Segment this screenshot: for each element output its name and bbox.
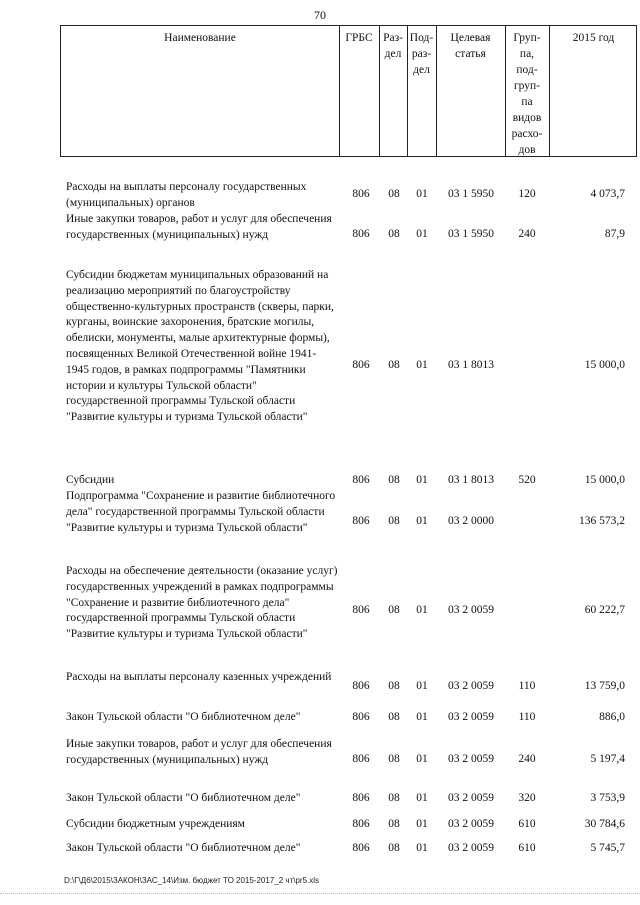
row-target-article: 03 1 5950 <box>448 188 494 200</box>
row-razdel: 08 <box>388 711 400 723</box>
row-podrazdel: 01 <box>416 228 428 240</box>
row-name: Подпрограмма "Сохранение и развитие библиотечного дела" государственной программы Тульской области "Развитие культуры и туризма Тульской области" <box>66 490 336 534</box>
row-sum: 5 745,7 <box>590 842 625 854</box>
row-name: Закон Тульской области "О библиотечном деле" <box>66 842 301 854</box>
row-name: Субсидии бюджетным учреждениям <box>66 818 245 830</box>
row-sum: 15 000,0 <box>584 359 625 371</box>
row-sum: 13 759,0 <box>584 680 625 692</box>
row-target-article: 03 1 5950 <box>448 228 494 240</box>
row-podrazdel: 01 <box>416 359 428 371</box>
row-razdel: 08 <box>388 515 400 527</box>
row-sum: 30 784,6 <box>584 818 625 830</box>
row-grbs: 806 <box>352 474 370 486</box>
page-number: 70 <box>314 8 326 22</box>
row-expense-type: 520 <box>518 474 536 486</box>
row-grbs: 806 <box>352 753 370 765</box>
row-sum: 886,0 <box>599 711 625 723</box>
row-podrazdel: 01 <box>416 188 428 200</box>
row-podrazdel: 01 <box>416 474 428 486</box>
row-target-article: 03 1 8013 <box>448 474 494 486</box>
row-grbs: 806 <box>352 842 370 854</box>
row-sum: 60 222,7 <box>584 604 625 616</box>
row-name: Субсидии <box>66 474 115 486</box>
row-sum: 5 197,4 <box>590 753 625 765</box>
row-target-article: 03 2 0059 <box>448 711 494 723</box>
row-expense-type: 320 <box>518 792 536 804</box>
row-target-article: 03 2 0059 <box>448 680 494 692</box>
row-grbs: 806 <box>352 818 370 830</box>
header-grbs: ГРБС <box>345 32 373 44</box>
row-razdel: 08 <box>388 818 400 830</box>
row-name: Иные закупки товаров, работ и услуг для обеспечения государственных (муниципальных) нужд <box>66 213 332 241</box>
row-podrazdel: 01 <box>416 842 428 854</box>
row-sum: 15 000,0 <box>584 474 625 486</box>
row-name: Закон Тульской области "О библиотечном деле" <box>66 711 301 723</box>
row-grbs: 806 <box>352 680 370 692</box>
header-target-article: Целевая статья <box>450 32 491 60</box>
row-grbs: 806 <box>352 188 370 200</box>
row-razdel: 08 <box>388 753 400 765</box>
row-sum: 3 753,9 <box>590 792 625 804</box>
row-name: Закон Тульской области "О библиотечном деле" <box>66 792 301 804</box>
row-expense-type: 610 <box>518 842 536 854</box>
file-path-footer: D:\Г\Д6\2015\ЗАКОН\ЗАС_14\Изм. бюджет ТО 2015-2017_2 чт\pr5.xls <box>64 876 320 885</box>
row-target-article: 03 2 0059 <box>448 792 494 804</box>
row-podrazdel: 01 <box>416 792 428 804</box>
row-razdel: 08 <box>388 228 400 240</box>
row-expense-type: 120 <box>518 188 536 200</box>
row-target-article: 03 2 0059 <box>448 842 494 854</box>
row-podrazdel: 01 <box>416 515 428 527</box>
row-grbs: 806 <box>352 228 370 240</box>
header-expense-type: Груп- па, под- груп- па видов расхо- дов <box>511 32 543 156</box>
scan-artifact-line <box>0 893 640 895</box>
row-expense-type: 110 <box>518 680 536 692</box>
row-razdel: 08 <box>388 604 400 616</box>
row-razdel: 08 <box>388 474 400 486</box>
row-razdel: 08 <box>388 842 400 854</box>
row-podrazdel: 01 <box>416 604 428 616</box>
row-razdel: 08 <box>388 359 400 371</box>
row-razdel: 08 <box>388 792 400 804</box>
row-name: Расходы на выплаты персоналу государственных (муниципальных) органов <box>66 181 307 209</box>
header-podrazdel: Под- раз- дел <box>409 32 434 76</box>
row-grbs: 806 <box>352 792 370 804</box>
header-razdel: Раз- дел <box>383 32 403 60</box>
row-sum: 87,9 <box>604 228 625 240</box>
row-expense-type: 110 <box>518 711 536 723</box>
row-sum: 4 073,7 <box>590 188 625 200</box>
row-target-article: 03 2 0059 <box>448 604 494 616</box>
row-name: Субсидии бюджетам муниципальных образований на реализацию мероприятий по благоустройству общественно-культурных пространств (скверы, парки, курганы, воинские захоронения, братские могилы, обелиски, монументы, малые архитектурные формы), посвященных Великой Отечественной войне 1941-1945 годов, в рамках подпрограммы "Памятники истории и культуры Тульской области" государственной программы Тульской области "Развитие культуры и туризма Тульской области" <box>66 269 334 424</box>
row-podrazdel: 01 <box>416 818 428 830</box>
row-razdel: 08 <box>388 680 400 692</box>
header-name: Наименование <box>164 32 236 44</box>
row-target-article: 03 1 8013 <box>448 359 494 371</box>
row-podrazdel: 01 <box>416 680 428 692</box>
header-year-2015: 2015 год <box>572 32 615 44</box>
row-target-article: 03 2 0059 <box>448 818 494 830</box>
row-podrazdel: 01 <box>416 711 428 723</box>
row-grbs: 806 <box>352 359 370 371</box>
table-header <box>60 25 637 157</box>
row-name: Расходы на обеспечение деятельности (оказание услуг) государственных учреждений в рамках подпрограммы "Сохранение и развитие библиотечного дела" государственной программы Тульской области "Развитие культуры и туризма Тульской области" <box>66 565 338 641</box>
row-target-article: 03 2 0000 <box>448 515 494 527</box>
row-expense-type: 610 <box>518 818 536 830</box>
row-expense-type: 240 <box>518 228 536 240</box>
row-grbs: 806 <box>352 711 370 723</box>
row-target-article: 03 2 0059 <box>448 753 494 765</box>
row-name: Расходы на выплаты персоналу казенных учреждений <box>66 671 332 683</box>
row-podrazdel: 01 <box>416 753 428 765</box>
row-razdel: 08 <box>388 188 400 200</box>
row-sum: 136 573,2 <box>579 515 625 527</box>
row-expense-type: 240 <box>518 753 536 765</box>
row-name: Иные закупки товаров, работ и услуг для обеспечения государственных (муниципальных) нужд <box>66 738 332 766</box>
row-grbs: 806 <box>352 515 370 527</box>
row-grbs: 806 <box>352 604 370 616</box>
